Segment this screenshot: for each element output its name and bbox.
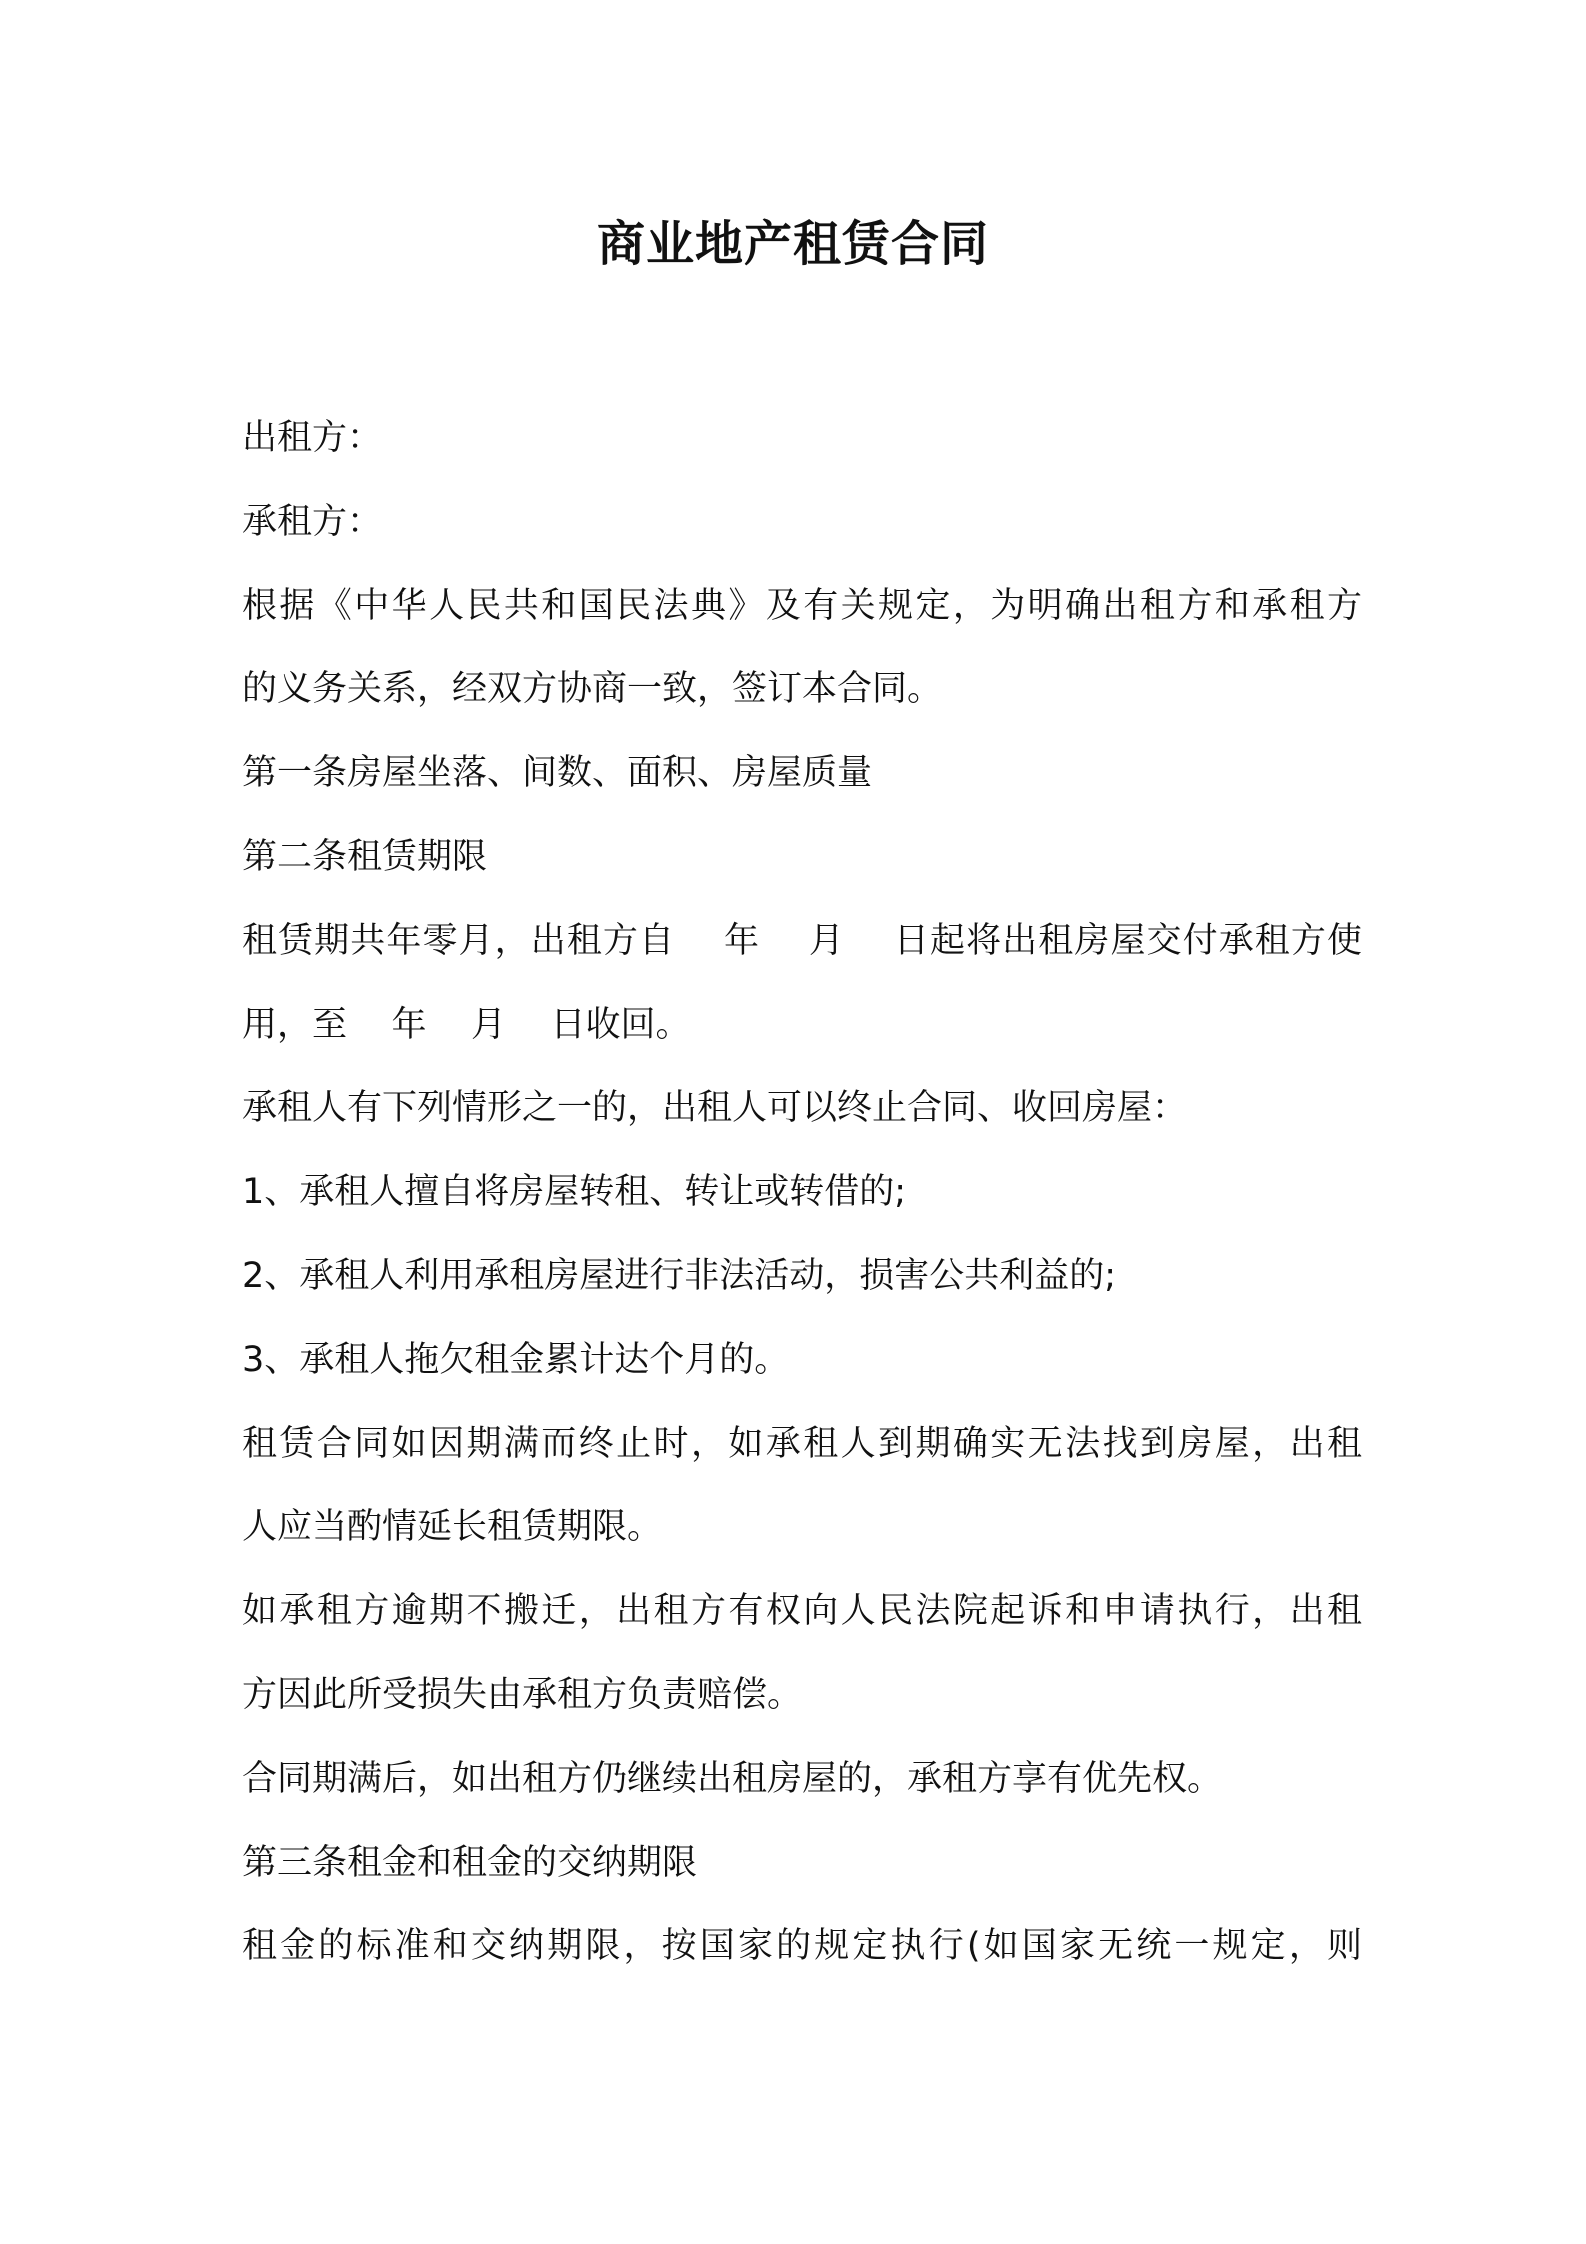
article-heading: 第一条房屋坐落、间数、面积、房屋质量: [242, 753, 873, 794]
article-heading: 第三条租金和租金的交纳期限: [242, 1842, 698, 1883]
article-heading: 第二条租赁期限: [242, 836, 488, 877]
paragraph-line: 用，至 年 月 日收回。: [242, 1004, 691, 1045]
document-body: [242, 404, 1362, 1996]
paragraph-line: 人应当酌情延长租赁期限。: [242, 1507, 663, 1548]
paragraph-line-lessee: 承租方：: [242, 501, 383, 542]
paragraph-line: 租金的标准和交纳期限，按国家的规定执行(如国家无统一规定，则: [242, 1926, 1362, 1967]
paragraph-line: 合同期满后，如出租方仍继续出租房屋的，承租方享有优先权。: [242, 1758, 1223, 1799]
paragraph-line: 如承租方逾期不搬迁，出租方有权向人民法院起诉和申请执行，出租: [242, 1591, 1362, 1632]
paragraph-line: 承租人有下列情形之一的，出租人可以终止合同、收回房屋：: [242, 1088, 1188, 1129]
paragraph-line-lessor: 出租方：: [242, 418, 383, 458]
document-title: 商业地产租赁合同: [596, 216, 989, 272]
paragraph-line: 方因此所受损失由承租方负责赔偿。: [242, 1674, 803, 1715]
paragraph-line: 租赁合同如因期满而终止时，如承租人到期确实无法找到房屋，出租: [242, 1423, 1362, 1464]
paragraph-line: 根据《中华人民共和国民法典》及有关规定，为明确出租方和承租方: [242, 585, 1362, 626]
list-item: 3、承租人拖欠租金累计达个月的。: [242, 1339, 790, 1380]
paragraph-line: 租赁期共年零月，出租方自 年 月 日起将出租房屋交付承租方使: [242, 920, 1362, 961]
list-item: 1、承租人擅自将房屋转租、转让或转借的;: [242, 1172, 907, 1213]
paragraph-line: 的义务关系，经双方协商一致，签订本合同。: [242, 669, 943, 710]
list-item: 2、承租人利用承租房屋进行非法活动，损害公共利益的;: [242, 1255, 1117, 1296]
